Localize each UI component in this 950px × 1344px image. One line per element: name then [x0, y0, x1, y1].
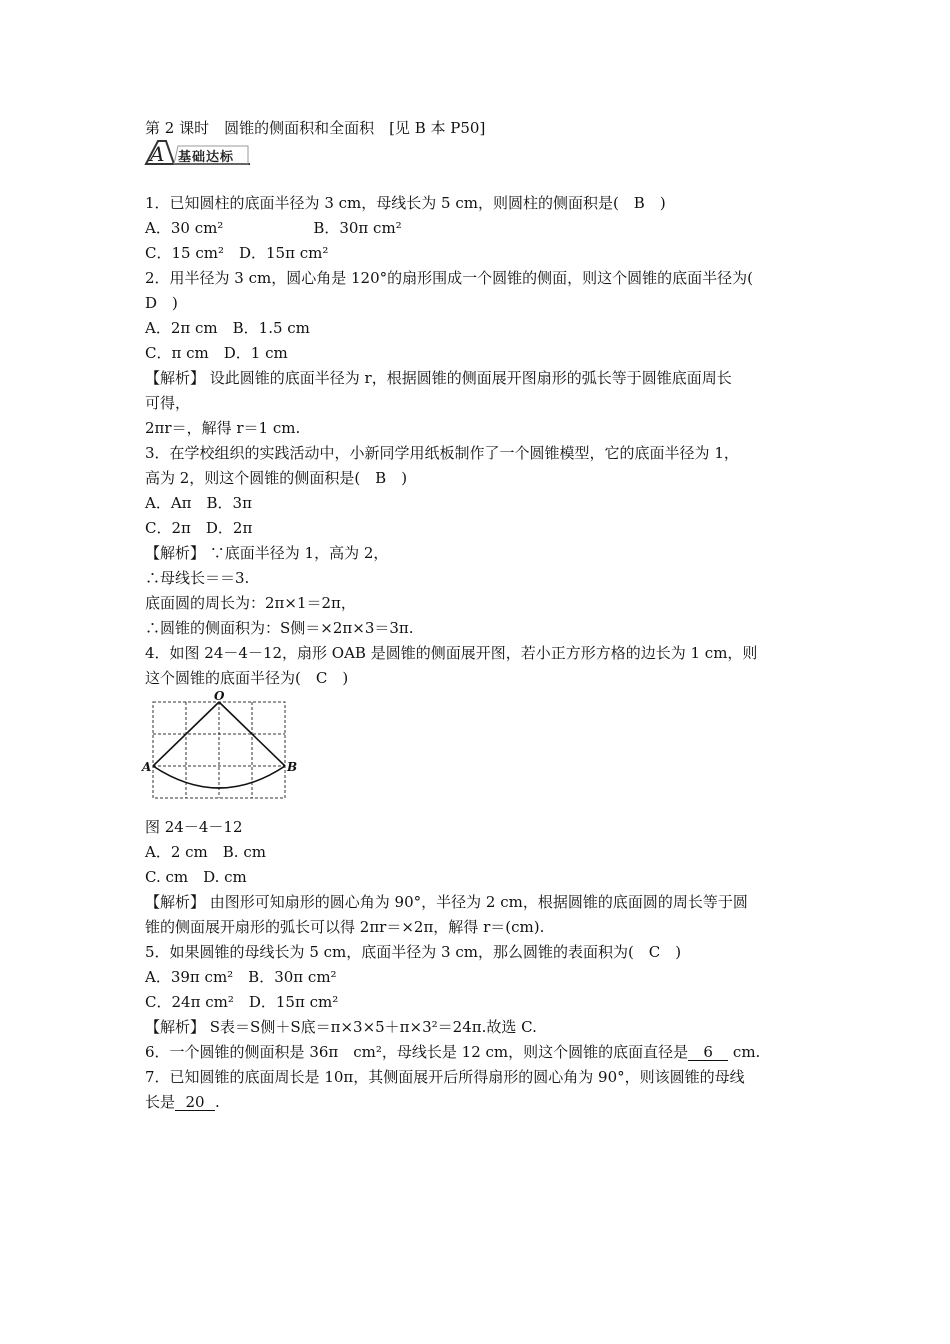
q2-analysis: 【解析】 设此圆锥的底面半径为 r，根据圆锥的侧面展开图扇形的弧长等于圆锥底面周长 [145, 369, 732, 387]
q2-analysis-cont: 可得， [145, 394, 191, 412]
q6-prefix: 6．一个圆锥的侧面积是 36π cm²，母线长是 12 cm，则这个圆锥的底面直径是 [145, 1043, 689, 1061]
q2-analysis-result: 2πr＝，解得 r＝1 cm. [145, 419, 301, 437]
q7-stem: 7．已知圆锥的底面周长是 10π，其侧面展开后所得扇形的圆心角为 90°，则该圆锥的母线 [145, 1068, 745, 1086]
sector-grid-figure [140, 688, 300, 806]
q5-analysis: 【解析】 S表＝S侧＋S底＝π×3×5＋π×3²＝24π.故选 C. [145, 1018, 537, 1036]
label-b: B [287, 760, 298, 774]
q7-stem-cont [145, 1092, 220, 1112]
q2-stem: 2．用半径为 3 cm，圆心角是 120°的扇形围成一个圆锥的侧面，则这个圆锥的底面半径为( [145, 269, 754, 287]
q1-options-cd: C．15 cm² D．15π cm² [145, 244, 329, 262]
q3-options-cd: C．2π D．2π [145, 519, 253, 537]
q6-suffix: cm. [728, 1043, 761, 1061]
q4-options-ab: A．2 cm B. cm [145, 843, 266, 861]
q2-options-ab: A．2π cm B．1.5 cm [145, 319, 310, 337]
q3-stem: 3．在学校组织的实践活动中，小新同学用纸板制作了一个圆锥模型，它的底面半径为 1， [145, 444, 739, 462]
q3-options-ab: A．Aπ B．3π [145, 494, 252, 512]
q5-stem: 5．如果圆锥的母线长为 5 cm，底面半径为 3 cm，那么圆锥的表面积为( C ) [145, 943, 682, 961]
badge-letter: A [150, 142, 165, 166]
q5-options-ab: A．39π cm² B．30π cm² [145, 968, 337, 986]
q7-answer-blank: 20 [175, 1094, 215, 1111]
q6-stem [145, 1042, 760, 1062]
q2-options-cd: C．π cm D．1 cm [145, 344, 288, 362]
label-a: A [142, 760, 152, 774]
lesson-title: 第 2 课时 圆锥的侧面积和全面积 [见 B 本 P50] [145, 119, 486, 137]
label-o: O [214, 689, 225, 703]
q6-answer-blank: 6 [688, 1044, 728, 1061]
q1-stem: 1．已知圆柱的底面半径为 3 cm，母线长为 5 cm，则圆柱的侧面积是( B ) [145, 194, 666, 212]
section-badge [144, 138, 252, 168]
q3-analysis-slant: ∴母线长＝＝3. [145, 569, 250, 587]
q4-stem: 4．如图 24－4－12，扇形 OAB 是圆锥的侧面展开图，若小正方形方格的边长为 1 cm，则 [145, 644, 758, 662]
q3-stem-cont: 高为 2，则这个圆锥的侧面积是( B ) [145, 469, 408, 487]
badge-label: 基础达标 [178, 150, 235, 165]
q5-options-cd: C．24π cm² D．15π cm² [145, 993, 339, 1011]
q4-stem-cont: 这个圆锥的底面半径为( C ) [145, 669, 349, 687]
q4-options-cd: C. cm D. cm [145, 868, 247, 886]
q4-analysis-cont: 锥的侧面展开扇形的弧长可以得 2πr＝×2π，解得 r＝(cm). [145, 918, 545, 936]
q7-prefix: 长是 [145, 1093, 176, 1111]
q7-suffix: . [215, 1093, 220, 1111]
q4-analysis: 【解析】 由图形可知扇形的圆心角为 90°，半径为 2 cm，根据圆锥的底面圆的周长等于圆 [145, 893, 748, 911]
q1-options-ab: A．30 cm² B．30π cm² [145, 219, 402, 237]
q3-analysis-area: ∴圆锥的侧面积为：S侧＝×2π×3＝3π. [145, 619, 414, 637]
figure-caption: 图 24－4－12 [145, 818, 243, 836]
q3-analysis-circumference: 底面圆的周长为：2π×1＝2π， [145, 594, 356, 612]
q2-answer: D ) [145, 294, 178, 312]
q3-analysis: 【解析】 ∵底面半径为 1，高为 2， [145, 544, 389, 562]
